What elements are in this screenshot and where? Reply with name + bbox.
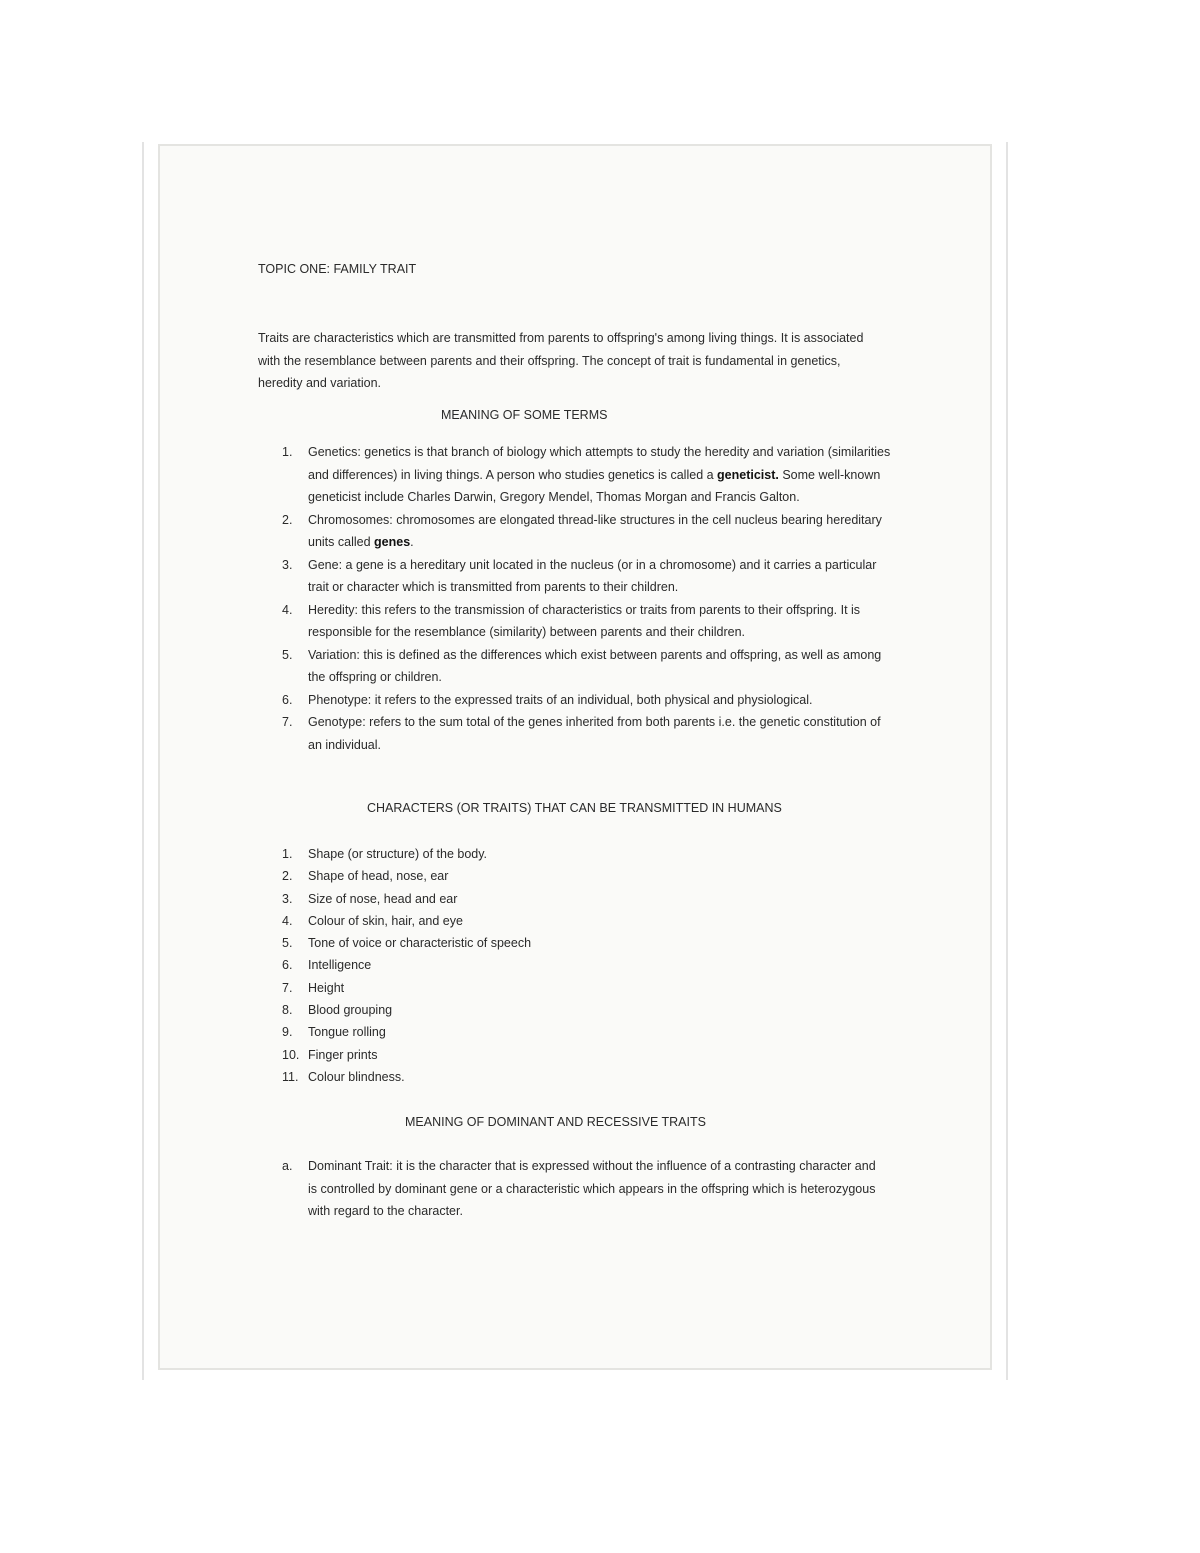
list-number: 11. [282, 1069, 299, 1084]
character-text: Height [308, 980, 345, 995]
term-text: . [410, 535, 414, 549]
list-number: 5. [282, 647, 293, 662]
list-item [282, 644, 894, 689]
terms-list [282, 441, 894, 756]
character-text: Shape (or structure) of the body. [308, 847, 488, 861]
section-heading-characters: CHARACTERS (OR TRAITS) THAT CAN BE TRANSMITTED IN HUMANS [367, 801, 782, 815]
list-item [282, 1044, 682, 1066]
list-item [282, 888, 682, 910]
term-text: Gene: a gene is a hereditary unit located in the nucleus (or in a chromosome) and it carries a particular trait or character which is transmitted from parents to their children. [308, 557, 877, 594]
list-number: 7. [282, 980, 293, 995]
list-number: 6. [282, 692, 293, 707]
term-text: Variation: this is defined as the differences which exist between parents and offspring, as well as among the offspring or children. [308, 647, 882, 684]
list-number: 4. [282, 913, 293, 928]
character-text: Tongue rolling [308, 1025, 386, 1040]
list-item [282, 977, 682, 999]
term-bold: genes [374, 535, 411, 549]
list-item [282, 954, 682, 976]
dominant-recessive-list [282, 1155, 888, 1223]
list-item [282, 1155, 888, 1223]
section-heading-terms: MEANING OF SOME TERMS [441, 408, 608, 422]
list-item [282, 441, 894, 509]
term-bold: geneticist. [717, 467, 779, 482]
term-text: Phenotype: it refers to the expressed traits of an individual, both physical and physiological. [308, 692, 813, 707]
list-letter: a. [282, 1159, 293, 1173]
intro-paragraph: Traits are characteristics which are transmitted from parents to offspring's among living things. It is associated with the resemblance between parents and their offspring. The concept of trait is fundamental in genetics, heredity and variation. [258, 331, 864, 390]
term-text: Chromosomes: chromosomes are elongated thread-like structures in the cell nucleus bearing hereditary units called [308, 512, 882, 549]
list-item [282, 711, 894, 756]
list-number: 3. [282, 557, 293, 572]
character-text: Colour blindness. [308, 1069, 405, 1084]
list-item [282, 999, 682, 1021]
character-text: Finger prints [308, 1047, 378, 1062]
list-number: 10. [282, 1047, 300, 1062]
list-number: 2. [282, 869, 293, 884]
character-text: Colour of skin, hair, and eye [308, 913, 463, 928]
term-text: Some well-known geneticist include Charles Darwin, Gregory Mendel, Thomas Morgan and Francis Galton. [308, 467, 881, 504]
character-text: Size of nose, head and ear [308, 891, 458, 906]
list-item [282, 932, 682, 954]
list-item [282, 599, 894, 644]
list-number: 1. [282, 847, 293, 861]
list-number: 4. [282, 602, 293, 617]
list-number: 9. [282, 1025, 293, 1040]
topic-title: TOPIC ONE: FAMILY TRAIT [258, 262, 417, 276]
characters-list [282, 843, 682, 1088]
term-text: Genotype: refers to the sum total of the genes inherited from both parents i.e. the genetic constitution of an individual. [308, 715, 881, 752]
list-number: 7. [282, 715, 293, 729]
list-number: 8. [282, 1003, 293, 1018]
list-number: 2. [282, 512, 293, 527]
list-item [282, 865, 682, 887]
list-item [282, 554, 894, 599]
character-text: Blood grouping [308, 1003, 393, 1018]
character-text: Shape of head, nose, ear [308, 869, 449, 884]
list-item [282, 1021, 682, 1043]
character-text: Tone of voice or characteristic of speech [308, 936, 532, 951]
term-text: Genetics: genetics is that branch of biology which attempts to study the heredity and variation (similarities and differences) in living things. A person who studies genetics is called a [308, 445, 891, 482]
list-item [282, 689, 894, 712]
list-number: 6. [282, 958, 293, 973]
list-number: 1. [282, 445, 293, 459]
definition-text: Dominant Trait: it is the character that is expressed without the influence of a contrasting character and is controlled by dominant gene or a characteristic which appears in the offspring which is heterozygous with regard to the character. [308, 1159, 876, 1218]
list-item [282, 843, 682, 865]
list-item [282, 910, 682, 932]
list-number: 5. [282, 936, 293, 951]
term-text: Heredity: this refers to the transmission of characteristics or traits from parents to their offspring. It is responsible for the resemblance (similarity) between parents and their children. [308, 602, 861, 639]
character-text: Intelligence [308, 958, 372, 973]
list-number: 3. [282, 891, 293, 906]
list-item [282, 509, 894, 554]
section-heading-dominant-recessive: MEANING OF DOMINANT AND RECESSIVE TRAITS [405, 1115, 706, 1129]
list-item [282, 1066, 682, 1088]
